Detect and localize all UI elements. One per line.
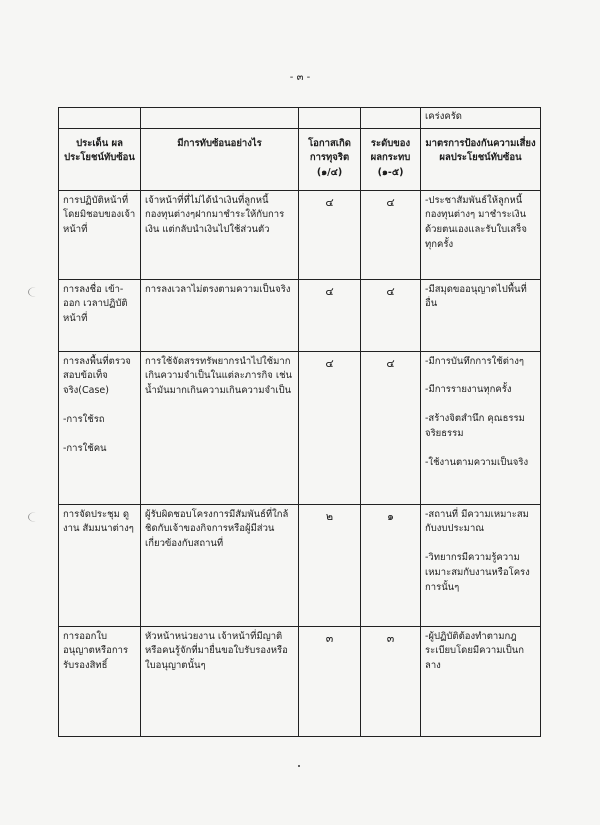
measure-text: -ผู้ปฏิบัติต้องทำตามกฎระเบียบโดยมีความเป็นกลาง xyxy=(425,630,524,672)
header-how: มีการทับซ้อนอย่างไร xyxy=(141,128,299,190)
issue-sub-item: -การใช้รถ xyxy=(63,413,105,425)
measure-text: -มีการบันทึกการใช้ต่างๆ xyxy=(425,355,524,367)
measures-cell xyxy=(421,626,541,736)
issue-text: การจัดประชุม ดูงาน สัมมนาต่างๆ xyxy=(63,508,134,535)
header-measures: มาตรการป้องกันความเสี่ยงผลประโยชน์ทับซ้อน xyxy=(421,128,541,190)
continued-text: เคร่งครัด xyxy=(421,108,541,129)
issue-text: การลงพื้นที่ตรวจสอบข้อเท็จจริง(Case) xyxy=(63,355,131,397)
issue-cell xyxy=(59,279,141,351)
measure-text: -วิทยากรมีความรู้ความเหมาะสมกับงานหรือโครงการนั้นๆ xyxy=(425,552,530,593)
measure-text: -มีสมุดขออนุญาตไปพื้นที่อื่น xyxy=(425,283,527,310)
table-row xyxy=(59,626,541,736)
risk-table xyxy=(58,107,541,737)
measures-cell xyxy=(421,504,541,626)
measures-cell xyxy=(421,190,541,279)
impact-cell: ๔ xyxy=(361,351,421,504)
likelihood-cell: ๔ xyxy=(299,279,361,351)
likelihood-cell: ๔ xyxy=(299,351,361,504)
punch-hole-mark xyxy=(28,512,43,522)
impact-cell: ๑ xyxy=(361,504,421,626)
table-row xyxy=(59,351,541,504)
measure-text: -มีการรายงานทุกครั้ง xyxy=(425,384,512,396)
page-number: - ๓ - xyxy=(289,72,311,83)
how-cell: หัวหน้าหน่วยงาน เจ้าหน้าที่มีญาติหรือคนรู้จักที่มายื่นขอใบรับรองหรือใบอนุญาตนั้นๆ xyxy=(141,626,299,736)
measures-cell xyxy=(421,279,541,351)
issue-cell xyxy=(59,626,141,736)
scan-speck xyxy=(298,765,300,767)
how-cell: เจ้าหน้าที่ที่ไม่ได้นำเงินที่ลูกหนี้กองทุนต่างๆฝากมาชำระให้กับการเงิน แต่กลับนำเงินไปใช้ส่วนตัว xyxy=(141,190,299,279)
measures-cell xyxy=(421,351,541,504)
likelihood-cell: ๔ xyxy=(299,190,361,279)
impact-cell: ๔ xyxy=(361,279,421,351)
issue-text: การปฏิบัติหน้าที่โดยมิชอบของเจ้าหน้าที่ xyxy=(63,194,136,236)
issue-sub-item: -การใช้คน xyxy=(63,442,107,454)
issue-text: การลงชื่อ เข้า-ออก เวลาปฏิบัติหน้าที่ xyxy=(63,283,128,325)
table-header-row xyxy=(59,128,541,190)
header-issue: ประเด็น ผลประโยชน์ทับซ้อน xyxy=(59,128,141,190)
how-cell: ผู้รับผิดชอบโครงการมีสัมพันธ์ที่ใกล้ชิดกับเจ้าของกิจการหรือผู้มีส่วนเกี่ยวข้องกับสถานที่ xyxy=(141,504,299,626)
how-cell: การใช้จัดสรรทรัพยากรนำไปใช้มากเกินความจำเป็นในแต่ละภารกิจ เช่น น้ำมันมากเกินความเกินความจำเป็น xyxy=(141,351,299,504)
measure-text: -ประชาสัมพันธ์ให้ลูกหนี้กองทุนต่างๆ มาชำระเงินด้วยตนเองและรับใบเสร็จทุกครั้ง xyxy=(425,194,527,250)
how-cell: การลงเวลาไม่ตรงตามความเป็นจริง xyxy=(141,279,299,351)
impact-cell: ๓ xyxy=(361,626,421,736)
measure-text: -สร้างจิตสำนึก คุณธรรม จริยธรรม xyxy=(425,413,525,439)
table-row xyxy=(59,504,541,626)
issue-cell xyxy=(59,351,141,504)
issue-cell xyxy=(59,504,141,626)
issue-text: การออกใบอนุญาตหรือการรับรองสิทธิ์ xyxy=(63,630,129,672)
issue-cell xyxy=(59,190,141,279)
likelihood-cell: ๒ xyxy=(299,504,361,626)
header-impact: ระดับของ ผลกระทบ (๑-๕) xyxy=(361,128,421,190)
impact-cell: ๔ xyxy=(361,190,421,279)
measure-text: -สถานที่ มีความเหมาะสมกับงบประมาณ xyxy=(425,508,529,535)
table-continuation-row xyxy=(59,108,541,129)
table-row xyxy=(59,279,541,351)
table-row xyxy=(59,190,541,279)
measure-text: -ใช้งานตามความเป็นจริง xyxy=(425,456,529,468)
likelihood-cell: ๓ xyxy=(299,626,361,736)
header-likelihood: โอกาสเกิด การทุจริต (๑/๔) xyxy=(299,128,361,190)
punch-hole-mark xyxy=(28,287,43,297)
